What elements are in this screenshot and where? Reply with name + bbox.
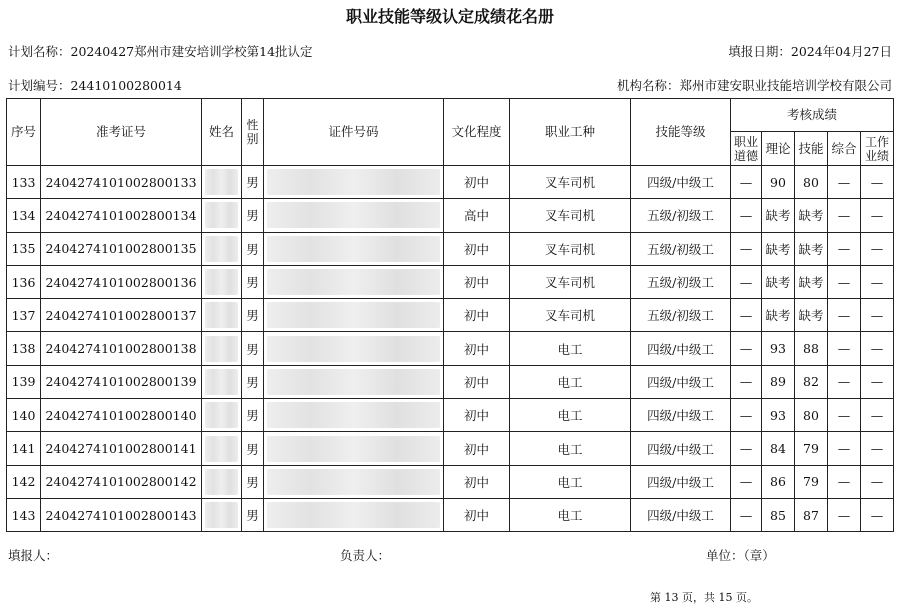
cell-occupation: 电工 [510, 365, 631, 398]
cell-id-redacted [264, 199, 444, 232]
cell-education: 初中 [444, 465, 510, 498]
redacted-block [205, 202, 238, 228]
redacted-block [267, 302, 440, 328]
cell-skill: 87 [795, 498, 828, 531]
cell-skill: 缺考 [795, 299, 828, 332]
redacted-block [267, 436, 440, 462]
cell-name-redacted [202, 365, 242, 398]
cell-id-redacted [264, 432, 444, 465]
table-row [7, 465, 894, 498]
cell-performance: — [861, 232, 894, 265]
cell-exam-no: 2404274101002800137 [41, 299, 202, 332]
cell-theory: 缺考 [762, 299, 795, 332]
table-row [7, 199, 894, 232]
cell-performance: — [861, 498, 894, 531]
cell-seq: 141 [7, 432, 41, 465]
cell-occupation: 叉车司机 [510, 166, 631, 199]
redacted-block [205, 269, 238, 295]
cell-theory: 89 [762, 365, 795, 398]
cell-gender: 男 [242, 432, 264, 465]
cell-name-redacted [202, 465, 242, 498]
cell-ethics: — [731, 498, 762, 531]
cell-theory: 84 [762, 432, 795, 465]
cell-performance: — [861, 365, 894, 398]
cell-seq: 135 [7, 232, 41, 265]
cell-occupation: 电工 [510, 399, 631, 432]
redacted-block [205, 402, 238, 428]
cell-skill: 79 [795, 465, 828, 498]
redacted-block [267, 469, 440, 495]
cell-performance: — [861, 199, 894, 232]
cell-education: 初中 [444, 365, 510, 398]
cell-name-redacted [202, 299, 242, 332]
cell-overall: — [828, 498, 861, 531]
cell-name-redacted [202, 166, 242, 199]
cell-skill: 88 [795, 332, 828, 365]
cell-performance: — [861, 399, 894, 432]
page-number: 第 13 页，共 15 页。 [650, 591, 758, 604]
cell-seq: 139 [7, 365, 41, 398]
cell-gender: 男 [242, 465, 264, 498]
cell-occupation: 电工 [510, 332, 631, 365]
cell-id-redacted [264, 498, 444, 531]
header-skill-level: 技能等级 [631, 99, 731, 166]
cell-overall: — [828, 432, 861, 465]
plan-number: 计划编号：24410100280014 [8, 78, 182, 93]
cell-gender: 男 [242, 332, 264, 365]
header-overall: 综合 [828, 132, 861, 166]
score-roster-table [6, 98, 894, 532]
header-occupation: 职业工种 [510, 99, 631, 166]
redacted-block [205, 302, 238, 328]
table-row [7, 166, 894, 199]
redacted-block [205, 169, 238, 195]
cell-theory: 缺考 [762, 199, 795, 232]
cell-skill-level: 四级/中级工 [631, 166, 731, 199]
cell-name-redacted [202, 498, 242, 531]
redacted-block [267, 269, 440, 295]
cell-performance: — [861, 332, 894, 365]
cell-seq: 143 [7, 498, 41, 531]
cell-ethics: — [731, 432, 762, 465]
cell-education: 高中 [444, 199, 510, 232]
cell-seq: 134 [7, 199, 41, 232]
cell-name-redacted [202, 232, 242, 265]
cell-skill-level: 四级/中级工 [631, 465, 731, 498]
cell-ethics: — [731, 332, 762, 365]
table-row [7, 498, 894, 531]
cell-skill-level: 五级/初级工 [631, 265, 731, 298]
cell-education: 初中 [444, 232, 510, 265]
cell-name-redacted [202, 432, 242, 465]
header-theory: 理论 [762, 132, 795, 166]
cell-id-redacted [264, 232, 444, 265]
cell-skill: 缺考 [795, 265, 828, 298]
cell-gender: 男 [242, 166, 264, 199]
cell-seq: 140 [7, 399, 41, 432]
cell-exam-no: 2404274101002800135 [41, 232, 202, 265]
redacted-block [267, 336, 440, 362]
cell-occupation: 叉车司机 [510, 199, 631, 232]
header-performance: 工作业绩 [861, 132, 894, 166]
cell-name-redacted [202, 332, 242, 365]
cell-education: 初中 [444, 332, 510, 365]
cell-performance: — [861, 299, 894, 332]
cell-gender: 男 [242, 399, 264, 432]
cell-occupation: 电工 [510, 465, 631, 498]
redacted-block [267, 236, 440, 262]
table-row [7, 365, 894, 398]
cell-exam-no: 2404274101002800134 [41, 199, 202, 232]
cell-seq: 136 [7, 265, 41, 298]
table-row [7, 299, 894, 332]
cell-skill-level: 四级/中级工 [631, 432, 731, 465]
plan-name: 计划名称：20240427郑州市建安培训学校第14批认定 [8, 44, 313, 59]
redacted-block [205, 336, 238, 362]
redacted-block [267, 402, 440, 428]
cell-name-redacted [202, 399, 242, 432]
cell-education: 初中 [444, 299, 510, 332]
cell-skill: 80 [795, 399, 828, 432]
cell-id-redacted [264, 299, 444, 332]
cell-overall: — [828, 199, 861, 232]
cell-ethics: — [731, 199, 762, 232]
cell-id-redacted [264, 399, 444, 432]
cell-ethics: — [731, 299, 762, 332]
cell-gender: 男 [242, 498, 264, 531]
redacted-block [205, 436, 238, 462]
cell-skill-level: 四级/中级工 [631, 365, 731, 398]
cell-gender: 男 [242, 365, 264, 398]
cell-overall: — [828, 365, 861, 398]
redacted-block [205, 369, 238, 395]
organization-name: 机构名称：郑州市建安职业技能培训学校有限公司 [616, 78, 892, 93]
cell-performance: — [861, 465, 894, 498]
cell-exam-no: 2404274101002800142 [41, 465, 202, 498]
cell-skill: 82 [795, 365, 828, 398]
cell-education: 初中 [444, 166, 510, 199]
cell-theory: 85 [762, 498, 795, 531]
cell-skill-level: 五级/初级工 [631, 299, 731, 332]
redacted-block [205, 469, 238, 495]
cell-skill-level: 四级/中级工 [631, 399, 731, 432]
cell-overall: — [828, 265, 861, 298]
cell-skill: 79 [795, 432, 828, 465]
cell-overall: — [828, 232, 861, 265]
cell-occupation: 叉车司机 [510, 265, 631, 298]
cell-education: 初中 [444, 432, 510, 465]
cell-id-redacted [264, 365, 444, 398]
cell-gender: 男 [242, 199, 264, 232]
header-skill: 技能 [795, 132, 828, 166]
cell-performance: — [861, 166, 894, 199]
cell-ethics: — [731, 365, 762, 398]
cell-overall: — [828, 299, 861, 332]
cell-seq: 142 [7, 465, 41, 498]
cell-exam-no: 2404274101002800143 [41, 498, 202, 531]
cell-overall: — [828, 399, 861, 432]
cell-ethics: — [731, 399, 762, 432]
table-row [7, 265, 894, 298]
cell-overall: — [828, 465, 861, 498]
cell-skill: 缺考 [795, 232, 828, 265]
cell-occupation: 叉车司机 [510, 232, 631, 265]
table-row [7, 432, 894, 465]
cell-ethics: — [731, 265, 762, 298]
cell-skill: 缺考 [795, 199, 828, 232]
cell-occupation: 叉车司机 [510, 299, 631, 332]
cell-education: 初中 [444, 265, 510, 298]
cell-skill-level: 四级/中级工 [631, 332, 731, 365]
cell-gender: 男 [242, 265, 264, 298]
header-gender: 性别 [242, 99, 264, 166]
header-id-no: 证件号码 [264, 99, 444, 166]
cell-seq: 133 [7, 166, 41, 199]
cell-exam-no: 2404274101002800133 [41, 166, 202, 199]
cell-id-redacted [264, 332, 444, 365]
header-name: 姓名 [202, 99, 242, 166]
responsible-label: 负责人： [340, 548, 391, 563]
cell-name-redacted [202, 199, 242, 232]
cell-seq: 138 [7, 332, 41, 365]
cell-ethics: — [731, 166, 762, 199]
cell-education: 初中 [444, 399, 510, 432]
cell-ethics: — [731, 232, 762, 265]
cell-seq: 137 [7, 299, 41, 332]
cell-id-redacted [264, 166, 444, 199]
document-title: 职业技能等级认定成绩花名册 [345, 7, 554, 26]
cell-gender: 男 [242, 299, 264, 332]
cell-id-redacted [264, 465, 444, 498]
cell-occupation: 电工 [510, 432, 631, 465]
cell-theory: 缺考 [762, 265, 795, 298]
redacted-block [205, 502, 238, 528]
cell-exam-no: 2404274101002800136 [41, 265, 202, 298]
table-row [7, 399, 894, 432]
cell-skill-level: 五级/初级工 [631, 232, 731, 265]
cell-gender: 男 [242, 232, 264, 265]
cell-exam-no: 2404274101002800138 [41, 332, 202, 365]
cell-theory: 90 [762, 166, 795, 199]
cell-skill: 80 [795, 166, 828, 199]
cell-exam-no: 2404274101002800139 [41, 365, 202, 398]
cell-theory: 缺考 [762, 232, 795, 265]
cell-ethics: — [731, 465, 762, 498]
redacted-block [267, 169, 440, 195]
header-education: 文化程度 [444, 99, 510, 166]
cell-overall: — [828, 332, 861, 365]
table-row [7, 232, 894, 265]
cell-theory: 86 [762, 465, 795, 498]
unit-seal-label: 单位：（章） [706, 548, 775, 563]
cell-name-redacted [202, 265, 242, 298]
cell-id-redacted [264, 265, 444, 298]
cell-skill-level: 五级/初级工 [631, 199, 731, 232]
header-seq: 序号 [7, 99, 41, 166]
cell-education: 初中 [444, 498, 510, 531]
cell-performance: — [861, 265, 894, 298]
table-row [7, 332, 894, 365]
cell-skill-level: 四级/中级工 [631, 498, 731, 531]
filler-label: 填报人： [8, 548, 59, 563]
cell-overall: — [828, 166, 861, 199]
redacted-block [267, 502, 440, 528]
header-scores: 考核成绩 [731, 99, 894, 132]
redacted-block [267, 202, 440, 228]
report-date: 填报日期：2024年04月27日 [728, 44, 892, 59]
cell-theory: 93 [762, 399, 795, 432]
cell-exam-no: 2404274101002800141 [41, 432, 202, 465]
redacted-block [267, 369, 440, 395]
header-exam-no: 准考证号 [41, 99, 202, 166]
cell-exam-no: 2404274101002800140 [41, 399, 202, 432]
cell-occupation: 电工 [510, 498, 631, 531]
cell-theory: 93 [762, 332, 795, 365]
redacted-block [205, 236, 238, 262]
header-ethics: 职业道德 [731, 132, 762, 166]
cell-performance: — [861, 432, 894, 465]
